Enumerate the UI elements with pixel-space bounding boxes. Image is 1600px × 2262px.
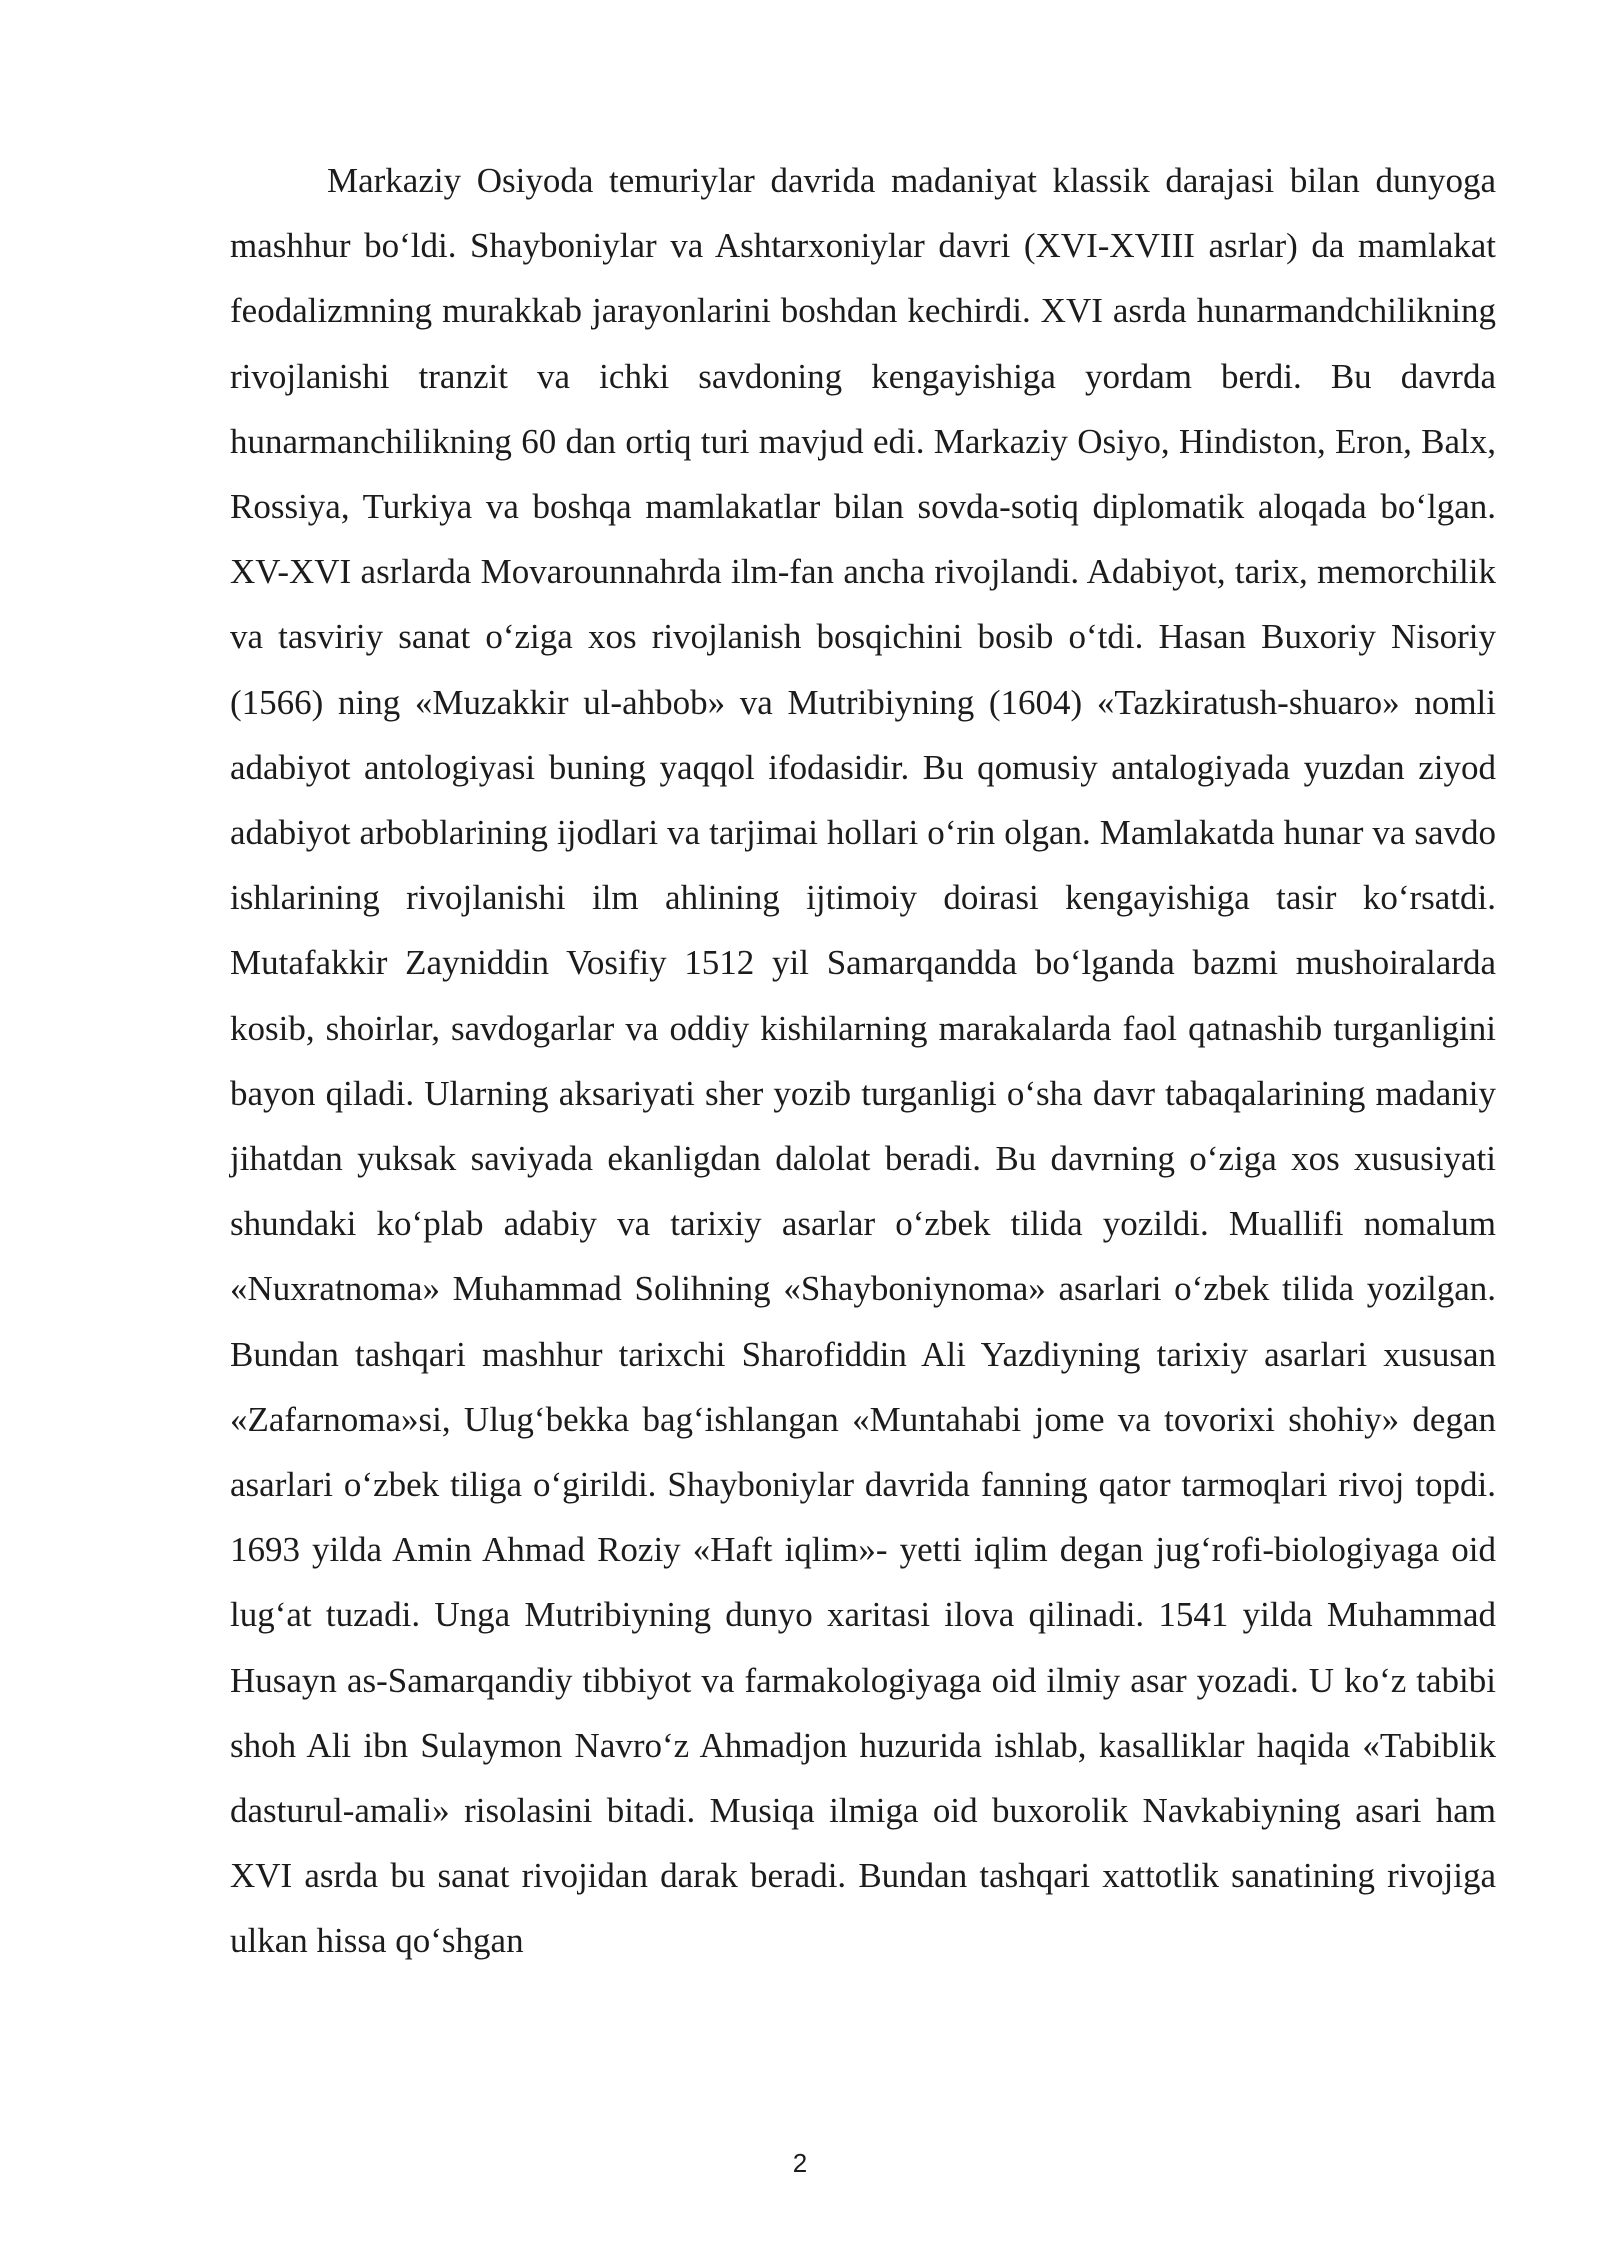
body-paragraph: Markaziy Osiyoda temuriylar davrida madaniyat klassik darajasi bilan dunyoga mashhur bo‘ldi. Shayboniylar va Ashtarxoniylar davri (XVI-XVIII asrlar) da mamlakat feodalizmning murakkab jarayonlarini boshdan kechirdi. XVI asrda hunarmandchilikning rivojlanishi tranzit va ichki savdoning kengayishiga yordam berdi. Bu davrda hunarmanchilikning 60 dan ortiq turi mavjud edi. Markaziy Osiyo, Hindiston, Eron, Balx, Rossiya, Turkiya va boshqa mamlakatlar bilan sovda-sotiq diplomatik aloqada bo‘lgan. XV-XVI asrlarda Movarounnahrda ilm-fan ancha rivojlandi. Adabiyot, tarix, memorchilik va tasviriy sanat o‘ziga xos rivojlanish bosqichini bosib o‘tdi. Hasan Buxoriy Nisoriy (1566) ning «Muzakkir ul-ahbob» va Mutribiyning (1604) «Tazkiratush-shuaro» nomli adabiyot antologiyasi buning yaqqol ifodasidir. Bu qomusiy antalogiyada yuzdan ziyod adabiyot arboblarining ijodlari va tarjimai hollari o‘rin olgan. Mamlakatda hunar va savdo ishlarining rivojlanishi ilm ahlining ijtimoiy doirasi kengayishiga tasir ko‘rsatdi. Mutafakkir Zayniddin Vosifiy 1512 yil Samarqandda bo‘lganda bazmi mushoiralarda kosib, shoirlar, savdogarlar va oddiy kishilarning marakalarda faol qatnashib turganligini bayon qiladi. Ularning aksariyati sher yozib turganligi o‘sha davr tabaqalarining madaniy jihatdan yuksak saviyada ekanligdan dalolat beradi. Bu davrning o‘ziga xos xususiyati shundaki ko‘plab adabiy va tarixiy asarlar o‘zbek tilida yozildi. Muallifi nomalum «Nuxratnoma» Muhammad Solihning «Shayboniynoma» asarlari o‘zbek tilida yozilgan. Bundan tashqari mashhur tarixchi Sharofiddin Ali Yazdiyning tarixiy asarlari xususan «Zafarnoma»si, Ulug‘bekka bag‘ishlangan «Muntahabi jome va tovorixi shohiy» degan asarlari o‘zbek tiliga o‘girildi. Shayboniylar davrida fanning qator tarmoqlari rivoj topdi. 1693 yilda Amin Ahmad Roziy «Haft iqlim»- yetti iqlim degan jug‘rofi-biologiyaga oid lug‘at tuzadi. Unga Mutribiyning dunyo xaritasi ilova qilinadi. 1541 yilda Muhammad Husayn as-Samarqandiy tibbiyot va farmakologiyaga oid ilmiy asar yozadi. U ko‘z tabibi shoh Ali ibn Sulaymon Navro‘z Ahmadjon huzurida ishlab, kasalliklar haqida «Tabiblik dasturul-amali» risolasini bitadi. Musiqa ilmiga oid buxorolik Navkabiyning asari ham XVI asrda bu sanat rivojidan darak beradi. Bundan tashqari xattotlik sanatining rivojiga ulkan hissa qo‘shgan xyxy=(230,161,1496,1961)
page-number: 2 xyxy=(792,2148,808,2178)
